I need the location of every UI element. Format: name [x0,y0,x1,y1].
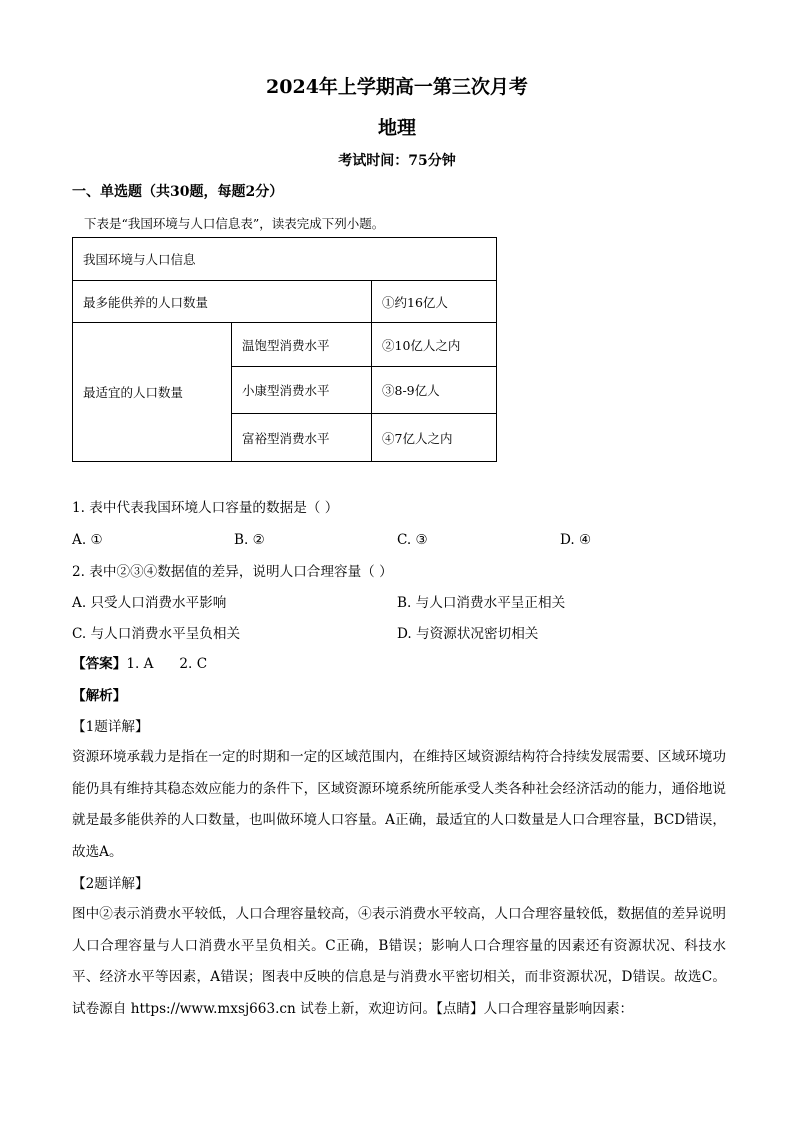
q1-detail-heading: 【1题详解】 [72,719,149,735]
question-2-stem: 2. 表中②③④数据值的差异，说明人口合理容量（ ） [72,564,393,580]
table-cell-level-value: ②10亿人之内 [372,323,497,367]
analysis-label: 【解析】 [72,688,127,704]
question-2-option-a: A. 只受人口消费水平影响 [72,595,227,611]
table-cell-level: 富裕型消费水平 [232,414,372,462]
answer-line [72,654,207,674]
table-cell-level: 小康型消费水平 [232,367,372,414]
question-2-option-d: D. 与资源状况密切相关 [397,626,539,642]
question-2-option-b: B. 与人口消费水平呈正相关 [397,595,566,611]
exam-title: 2024年上学期高一第三次月考 [266,76,528,98]
environment-population-table [72,237,497,462]
question-1-stem: 1. 表中代表我国环境人口容量的数据是（ ） [72,500,339,516]
table-cell-max-label: 最多能供养的人口数量 [73,281,372,323]
question-1-option-d: D. ④ [560,532,592,548]
q2-detail-heading: 【2题详解】 [72,876,149,892]
question-1-option-b: B. ② [234,532,265,548]
table-caption-cell: 我国环境与人口信息 [73,238,497,281]
table-cell-suitable-label: 最适宜的人口数量 [73,323,232,462]
table-cell-level-value: ④7亿人之内 [372,414,497,462]
q1-detail-text: 资源环境承载力是指在一定的时期和一定的区域范围内，在维持区域资源结构符合持续发展需要、区域环境功能仍具有维持其稳态效应能力的条件下，区域资源环境系统所能承受人类各种社会经济活动的能力，通俗地说就是最多能供养的人口数量，也叫做环境人口容量。A正确，最适宜的人口数量是人口合理容量，BCD错误，故选A。 [72,749,726,860]
table-cell-level: 温饱型消费水平 [232,323,372,367]
question-1-option-c: C. ③ [397,532,428,548]
subject-title: 地理 [377,117,416,139]
answer-text: 1. A 2. C [126,656,208,672]
question-1-option-a: A. ① [72,532,103,548]
answer-label: 【答案】 [72,656,127,672]
question-2-option-c: C. 与人口消费水平呈负相关 [72,626,241,642]
exam-time: 考试时间：75分钟 [338,153,456,169]
q2-detail-text: 图中②表示消费水平较低，人口合理容量较高，④表示消费水平较高，人口合理容量较低，数据值的差异说明人口合理容量与人口消费水平呈负相关。C正确，B错误；影响人口合理容量的因素还有资源状况、科技水平、经济水平等因素，A错误；图表中反映的信息是与消费水平密切相关，而非资源状况，D错误。故选C。试卷源自 https://www.mxsj663.cn 试卷上新，欢迎访问。【点睛】人口合理容量影响因素： [72,906,726,1017]
table-intro: 下表是“我国环境与人口信息表”，读表完成下列小题。 [84,216,385,231]
table-cell-max-value: ①约16亿人 [372,281,497,323]
table-cell-level-value: ③8-9亿人 [372,367,497,414]
section-heading: 一、单选题（共30题，每题2分） [72,184,284,200]
